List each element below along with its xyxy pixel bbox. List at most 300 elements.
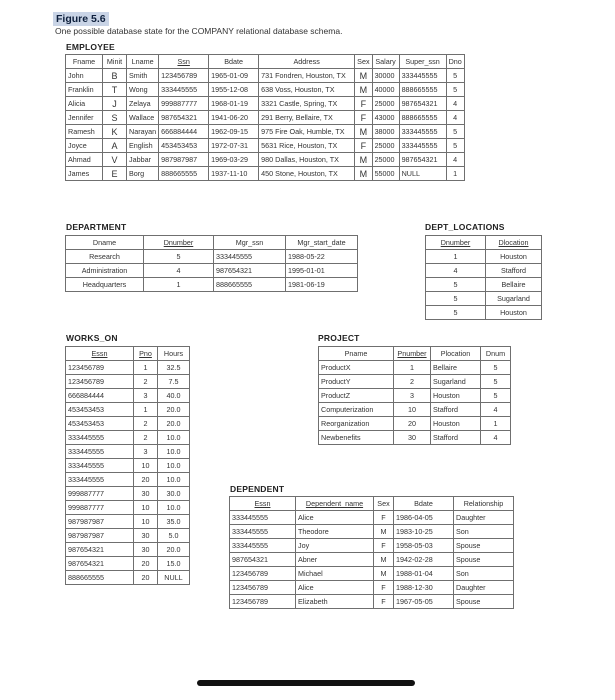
employee-cell: F (355, 139, 372, 153)
employee-column-header: Bdate (209, 55, 259, 69)
works-on-cell: 1 (134, 403, 158, 417)
dependent-cell: Alice (296, 581, 374, 595)
department-title: DEPARTMENT (66, 222, 127, 232)
works-on-column-header: Essn (66, 347, 134, 361)
works-on-header-row (66, 347, 190, 361)
employee-cell: 5 (446, 139, 464, 153)
works-on-row (66, 417, 190, 431)
dependent-cell: Theodore (296, 525, 374, 539)
dependent-cell: 123456789 (230, 567, 296, 581)
works-on-cell: 10 (134, 501, 158, 515)
works-on-row (66, 529, 190, 543)
project-cell: Bellaire (431, 361, 481, 375)
employee-cell: Narayan (127, 125, 159, 139)
dependent-header-row (230, 497, 514, 511)
employee-cell: F (355, 111, 372, 125)
project-column-header: Pname (319, 347, 394, 361)
dependent-column-header: Dependent_name (296, 497, 374, 511)
works-on-row (66, 459, 190, 473)
works-on-cell: 987987987 (66, 529, 134, 543)
project-cell: 4 (481, 431, 511, 445)
department-cell: Administration (66, 264, 144, 278)
works-on-cell: 20 (134, 571, 158, 585)
project-cell: 1 (481, 417, 511, 431)
project-cell: 20 (394, 417, 431, 431)
dependent-column-header: Essn (230, 497, 296, 511)
employee-cell: Ramesh (66, 125, 103, 139)
department-cell: Headquarters (66, 278, 144, 292)
dept-locations-row (426, 278, 542, 292)
dept-locations-cell: Houston (486, 250, 542, 264)
dependent-cell: 123456789 (230, 595, 296, 609)
dependent-cell: 1967-05-05 (394, 595, 454, 609)
employee-header-row (66, 55, 465, 69)
works-on-row (66, 445, 190, 459)
employee-column-header: Minit (103, 55, 127, 69)
works-on-cell: 333445555 (66, 445, 134, 459)
department-row (66, 278, 358, 292)
employee-column-header: Lname (127, 55, 159, 69)
works-on-cell: 999887777 (66, 487, 134, 501)
department-column-header: Dnumber (144, 236, 214, 250)
dependent-row (230, 511, 514, 525)
employee-cell: Wallace (127, 111, 159, 125)
employee-cell: NULL (399, 167, 446, 181)
home-indicator[interactable] (197, 680, 415, 686)
employee-cell: 888665555 (399, 83, 446, 97)
employee-cell: K (103, 125, 127, 139)
dependent-cell: 1988-01-04 (394, 567, 454, 581)
employee-row (66, 167, 465, 181)
works-on-cell: 3 (134, 389, 158, 403)
project-cell: 1 (394, 361, 431, 375)
dependent-cell: Spouse (454, 595, 514, 609)
works-on-column-header: Pno (134, 347, 158, 361)
employee-cell: Ahmad (66, 153, 103, 167)
employee-cell: John (66, 69, 103, 83)
dependent-cell: F (374, 511, 394, 525)
works-on-cell: 10.0 (158, 459, 190, 473)
project-column-header: Plocation (431, 347, 481, 361)
dependent-cell: Michael (296, 567, 374, 581)
works-on-cell: 10.0 (158, 501, 190, 515)
employee-cell: A (103, 139, 127, 153)
dependent-cell: Joy (296, 539, 374, 553)
dependent-cell: 1988-12-30 (394, 581, 454, 595)
dependent-row (230, 581, 514, 595)
works-on-cell: 453453453 (66, 417, 134, 431)
works-on-cell: 333445555 (66, 431, 134, 445)
employee-column-header: Salary (372, 55, 399, 69)
works-on-cell: 30 (134, 543, 158, 557)
works-on-cell: 333445555 (66, 459, 134, 473)
employee-cell: M (355, 83, 372, 97)
employee-cell: Wong (127, 83, 159, 97)
works-on-cell: 2 (134, 417, 158, 431)
employee-cell: 1969-03-29 (209, 153, 259, 167)
employee-column-header: Dno (446, 55, 464, 69)
works-on-cell: 10.0 (158, 473, 190, 487)
dependent-cell: F (374, 581, 394, 595)
dept-locations-cell: Houston (486, 306, 542, 320)
works-on-cell: 40.0 (158, 389, 190, 403)
employee-cell: 888665555 (399, 111, 446, 125)
department-cell: 1 (144, 278, 214, 292)
dependent-cell: F (374, 539, 394, 553)
employee-cell: Jabbar (127, 153, 159, 167)
employee-row (66, 83, 465, 97)
project-cell: Sugarland (431, 375, 481, 389)
employee-cell: 38000 (372, 125, 399, 139)
department-cell: 1995-01-01 (286, 264, 358, 278)
dependent-cell: Alice (296, 511, 374, 525)
project-header-row (319, 347, 511, 361)
department-row (66, 250, 358, 264)
dept-locations-row (426, 292, 542, 306)
employee-cell: V (103, 153, 127, 167)
dependent-cell: 333445555 (230, 525, 296, 539)
dept-locations-title: DEPT_LOCATIONS (425, 222, 505, 232)
department-column-header: Mgr_start_date (286, 236, 358, 250)
project-cell: 30 (394, 431, 431, 445)
works-on-cell: 987654321 (66, 543, 134, 557)
employee-cell: 55000 (372, 167, 399, 181)
dependent-cell: Spouse (454, 539, 514, 553)
works-on-cell: 10.0 (158, 431, 190, 445)
works-on-row (66, 361, 190, 375)
project-cell: ProductY (319, 375, 394, 389)
works-on-cell: 7.5 (158, 375, 190, 389)
employee-cell: 987654321 (399, 97, 446, 111)
employee-cell: 980 Dallas, Houston, TX (259, 153, 355, 167)
project-row (319, 389, 511, 403)
works-on-cell: 123456789 (66, 361, 134, 375)
employee-cell: 5631 Rice, Houston, TX (259, 139, 355, 153)
employee-cell: 987654321 (399, 153, 446, 167)
dependent-row (230, 539, 514, 553)
employee-cell: James (66, 167, 103, 181)
employee-cell: 30000 (372, 69, 399, 83)
works-on-row (66, 515, 190, 529)
employee-cell: M (355, 69, 372, 83)
employee-cell: 5 (446, 83, 464, 97)
employee-row (66, 111, 465, 125)
employee-cell: T (103, 83, 127, 97)
employee-cell: Alicia (66, 97, 103, 111)
dependent-cell: 1986-04-05 (394, 511, 454, 525)
employee-cell: M (355, 167, 372, 181)
works-on-cell: 20.0 (158, 543, 190, 557)
department-cell: 1981-06-19 (286, 278, 358, 292)
project-column-header: Dnum (481, 347, 511, 361)
project-cell: 5 (481, 389, 511, 403)
dept-locations-cell: Stafford (486, 264, 542, 278)
works-on-cell: 453453453 (66, 403, 134, 417)
dept-locations-cell: 4 (426, 264, 486, 278)
project-row (319, 431, 511, 445)
employee-cell: 1968-01-19 (209, 97, 259, 111)
dependent-cell: 123456789 (230, 581, 296, 595)
dependent-row (230, 567, 514, 581)
employee-cell: 1955-12-08 (209, 83, 259, 97)
employee-cell: 123456789 (159, 69, 209, 83)
project-cell: 2 (394, 375, 431, 389)
employee-cell: M (355, 153, 372, 167)
dependent-table (229, 496, 514, 609)
works-on-row (66, 403, 190, 417)
dependent-cell: 333445555 (230, 511, 296, 525)
dependent-cell: Abner (296, 553, 374, 567)
works-on-cell: 20.0 (158, 403, 190, 417)
works-on-cell: 10 (134, 459, 158, 473)
works-on-cell: 15.0 (158, 557, 190, 571)
works-on-cell: 10 (134, 515, 158, 529)
project-cell: Computerization (319, 403, 394, 417)
employee-cell: 1972-07-31 (209, 139, 259, 153)
dependent-cell: M (374, 553, 394, 567)
dependent-cell: 1958-05-03 (394, 539, 454, 553)
employee-cell: 4 (446, 111, 464, 125)
dept-locations-header-row (426, 236, 542, 250)
employee-cell: 1941-06-20 (209, 111, 259, 125)
employee-cell: S (103, 111, 127, 125)
works-on-cell: 20 (134, 473, 158, 487)
employee-cell: 1 (446, 167, 464, 181)
works-on-cell: 2 (134, 375, 158, 389)
department-cell: 987654321 (214, 264, 286, 278)
project-cell: 10 (394, 403, 431, 417)
dependent-cell: Son (454, 567, 514, 581)
works-on-cell: 20.0 (158, 417, 190, 431)
dept-locations-column-header: Dlocation (486, 236, 542, 250)
employee-cell: 25000 (372, 153, 399, 167)
dept-locations-row (426, 306, 542, 320)
works-on-cell: 5.0 (158, 529, 190, 543)
project-cell: ProductZ (319, 389, 394, 403)
department-cell: 4 (144, 264, 214, 278)
dependent-cell: F (374, 595, 394, 609)
dept-locations-row (426, 264, 542, 278)
department-cell: Research (66, 250, 144, 264)
employee-cell: 638 Voss, Houston, TX (259, 83, 355, 97)
project-cell: Houston (431, 417, 481, 431)
employee-cell: Smith (127, 69, 159, 83)
dept-locations-cell: Bellaire (486, 278, 542, 292)
employee-cell: 5 (446, 69, 464, 83)
dept-locations-cell: 1 (426, 250, 486, 264)
dept-locations-table (425, 235, 542, 320)
works-on-row (66, 375, 190, 389)
employee-column-header: Super_ssn (399, 55, 446, 69)
employee-table (65, 54, 465, 181)
employee-cell: 333445555 (399, 69, 446, 83)
dependent-cell: 333445555 (230, 539, 296, 553)
department-header-row (66, 236, 358, 250)
works-on-table (65, 346, 190, 585)
works-on-row (66, 543, 190, 557)
employee-title: EMPLOYEE (66, 42, 115, 52)
department-table (65, 235, 358, 292)
project-row (319, 375, 511, 389)
dept-locations-column-header: Dnumber (426, 236, 486, 250)
employee-cell: 1965-01-09 (209, 69, 259, 83)
works-on-row (66, 487, 190, 501)
project-row (319, 403, 511, 417)
dependent-cell: Elizabeth (296, 595, 374, 609)
employee-column-header: Address (259, 55, 355, 69)
works-on-row (66, 557, 190, 571)
dependent-cell: 1942-02-28 (394, 553, 454, 567)
dependent-column-header: Relationship (454, 497, 514, 511)
works-on-cell: 32.5 (158, 361, 190, 375)
project-cell: 3 (394, 389, 431, 403)
department-row (66, 264, 358, 278)
works-on-row (66, 473, 190, 487)
works-on-title: WORKS_ON (66, 333, 118, 343)
dependent-cell: 1983-10-25 (394, 525, 454, 539)
employee-row (66, 125, 465, 139)
works-on-cell: 888665555 (66, 571, 134, 585)
works-on-cell: 30 (134, 529, 158, 543)
department-cell: 333445555 (214, 250, 286, 264)
project-cell: Houston (431, 389, 481, 403)
dependent-title: DEPENDENT (230, 484, 285, 494)
employee-cell: 333445555 (159, 83, 209, 97)
works-on-row (66, 571, 190, 585)
works-on-cell: 333445555 (66, 473, 134, 487)
works-on-cell: 3 (134, 445, 158, 459)
employee-cell: Borg (127, 167, 159, 181)
dept-locations-cell: 5 (426, 306, 486, 320)
works-on-cell: 987654321 (66, 557, 134, 571)
project-title: PROJECT (318, 333, 360, 343)
works-on-cell: 30 (134, 487, 158, 501)
employee-cell: 987654321 (159, 111, 209, 125)
employee-cell: 1962-09-15 (209, 125, 259, 139)
dependent-row (230, 595, 514, 609)
dependent-cell: M (374, 567, 394, 581)
employee-cell: 450 Stone, Houston, TX (259, 167, 355, 181)
works-on-cell: 30.0 (158, 487, 190, 501)
employee-cell: 999887777 (159, 97, 209, 111)
employee-cell: 40000 (372, 83, 399, 97)
dependent-row (230, 525, 514, 539)
works-on-row (66, 431, 190, 445)
dependent-cell: Daughter (454, 511, 514, 525)
employee-row (66, 153, 465, 167)
dept-locations-cell: 5 (426, 278, 486, 292)
works-on-cell: 666884444 (66, 389, 134, 403)
dependent-cell: Daughter (454, 581, 514, 595)
department-cell: 5 (144, 250, 214, 264)
works-on-row (66, 389, 190, 403)
dependent-cell: M (374, 525, 394, 539)
works-on-cell: 20 (134, 557, 158, 571)
employee-cell: 1937-11-10 (209, 167, 259, 181)
works-on-cell: 10.0 (158, 445, 190, 459)
employee-cell: J (103, 97, 127, 111)
employee-cell: 987987987 (159, 153, 209, 167)
employee-cell: 888665555 (159, 167, 209, 181)
employee-cell: 25000 (372, 97, 399, 111)
employee-cell: 731 Fondren, Houston, TX (259, 69, 355, 83)
employee-cell: Jennifer (66, 111, 103, 125)
employee-cell: Joyce (66, 139, 103, 153)
dept-locations-cell: 5 (426, 292, 486, 306)
project-cell: 5 (481, 375, 511, 389)
employee-cell: 5 (446, 125, 464, 139)
dependent-cell: Son (454, 525, 514, 539)
project-column-header: Pnumber (394, 347, 431, 361)
employee-cell: 4 (446, 97, 464, 111)
dept-locations-cell: Sugarland (486, 292, 542, 306)
dept-locations-row (426, 250, 542, 264)
employee-cell: 3321 Castle, Spring, TX (259, 97, 355, 111)
project-cell: 4 (481, 403, 511, 417)
employee-cell: 666884444 (159, 125, 209, 139)
employee-column-header: Sex (355, 55, 372, 69)
employee-cell: 4 (446, 153, 464, 167)
figure-caption: One possible database state for the COMPANY relational database schema. (55, 26, 343, 36)
department-cell: 1988-05-22 (286, 250, 358, 264)
employee-cell: 43000 (372, 111, 399, 125)
project-cell: Reorganization (319, 417, 394, 431)
works-on-cell: 123456789 (66, 375, 134, 389)
employee-cell: 333445555 (399, 125, 446, 139)
employee-row (66, 69, 465, 83)
works-on-cell: 35.0 (158, 515, 190, 529)
employee-cell: Franklin (66, 83, 103, 97)
project-row (319, 361, 511, 375)
works-on-cell: 2 (134, 431, 158, 445)
project-table (318, 346, 511, 445)
project-cell: ProductX (319, 361, 394, 375)
department-cell: 888665555 (214, 278, 286, 292)
project-cell: Stafford (431, 403, 481, 417)
employee-cell: 453453453 (159, 139, 209, 153)
dependent-column-header: Sex (374, 497, 394, 511)
employee-cell: Zelaya (127, 97, 159, 111)
dependent-cell: 987654321 (230, 553, 296, 567)
employee-cell: E (103, 167, 127, 181)
works-on-cell: 999887777 (66, 501, 134, 515)
employee-cell: 333445555 (399, 139, 446, 153)
project-cell: Stafford (431, 431, 481, 445)
employee-column-header: Fname (66, 55, 103, 69)
dependent-row (230, 553, 514, 567)
works-on-column-header: Hours (158, 347, 190, 361)
employee-cell: 25000 (372, 139, 399, 153)
works-on-cell: 1 (134, 361, 158, 375)
employee-row (66, 139, 465, 153)
figure-title: Figure 5.6 (53, 12, 109, 26)
employee-cell: M (355, 125, 372, 139)
dependent-column-header: Bdate (394, 497, 454, 511)
department-column-header: Dname (66, 236, 144, 250)
works-on-row (66, 501, 190, 515)
employee-row (66, 97, 465, 111)
works-on-cell: 987987987 (66, 515, 134, 529)
project-cell: 5 (481, 361, 511, 375)
project-cell: Newbenefits (319, 431, 394, 445)
employee-cell: English (127, 139, 159, 153)
employee-cell: F (355, 97, 372, 111)
employee-cell: 975 Fire Oak, Humble, TX (259, 125, 355, 139)
dependent-cell: Spouse (454, 553, 514, 567)
employee-cell: 291 Berry, Bellaire, TX (259, 111, 355, 125)
department-column-header: Mgr_ssn (214, 236, 286, 250)
employee-cell: B (103, 69, 127, 83)
